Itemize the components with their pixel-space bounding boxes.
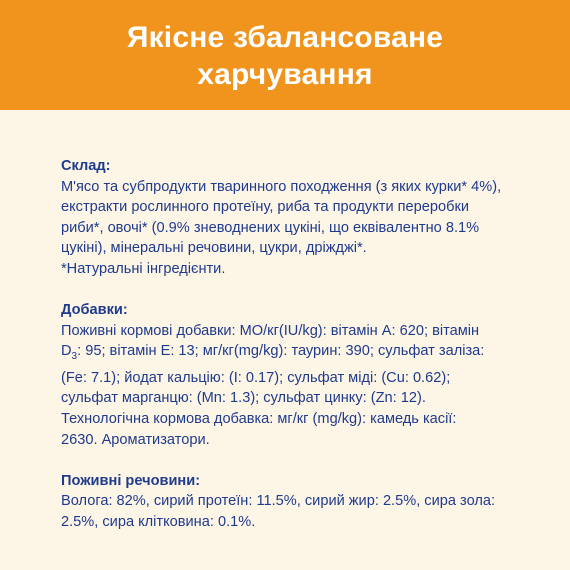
composition-line: цукіні), мінеральні речовини, цукри, дріжджі*. bbox=[61, 240, 367, 257]
additives-section bbox=[61, 300, 521, 450]
page-title-line-2: харчування bbox=[197, 58, 373, 91]
nutrients-line: 2.5%, сира клітковина: 0.1%. bbox=[61, 514, 256, 530]
additives-line: (Fe: 7.1); йодат кальцію: (I: 0.17); сульфат міді: (Cu: 0.62); bbox=[61, 369, 451, 386]
nutrients-line: Волога: 82%, сирий протеїн: 11.5%, сирий жир: 2.5%, сира зола: bbox=[61, 493, 496, 510]
additives-line: 2630. Ароматизатори. bbox=[61, 431, 210, 448]
additives-line bbox=[61, 341, 521, 368]
composition-line: риби*, овочі* (0.9% зневоднених цукіні, що еквівалентно 8.1% bbox=[61, 219, 480, 236]
additives-line: Поживні кормові добавки: МО/кг(IU/kg): вітамін А: 620; вітамін bbox=[61, 322, 480, 339]
additives-line: Технологічна кормова добавка: мг/кг (mg/kg): камедь касії: bbox=[61, 411, 457, 428]
composition-heading: Склад: bbox=[61, 158, 111, 174]
vitamin-d-symbol: D bbox=[61, 343, 72, 360]
page-title-line-1: Якісне збалансоване bbox=[126, 21, 444, 54]
nutrients-section bbox=[61, 471, 521, 533]
additives-heading: Добавки: bbox=[61, 302, 128, 319]
additives-line: сульфат марганцю: (Mn: 1.3); сульфат цинку: (Zn: 12). bbox=[61, 390, 426, 407]
additives-line-rest: : 95; вітамін Е: 13; мг/кг(mg/kg): таурин: 390; сульфат заліза: bbox=[77, 343, 485, 360]
composition-section bbox=[61, 156, 521, 280]
composition-footnote: *Натуральні інгредієнти. bbox=[61, 260, 226, 277]
nutrients-heading: Поживні речовини: bbox=[61, 472, 201, 489]
composition-line: М'ясо та субпродукти тваринного походження (з яких курки* 4%), bbox=[61, 178, 502, 195]
composition-line: екстракти рослинного протеїну, риба та продукти переробки bbox=[61, 199, 470, 216]
ingredients-content bbox=[61, 156, 521, 553]
header-banner bbox=[0, 0, 570, 110]
vitamin-d-subscript: 3 bbox=[71, 351, 78, 363]
